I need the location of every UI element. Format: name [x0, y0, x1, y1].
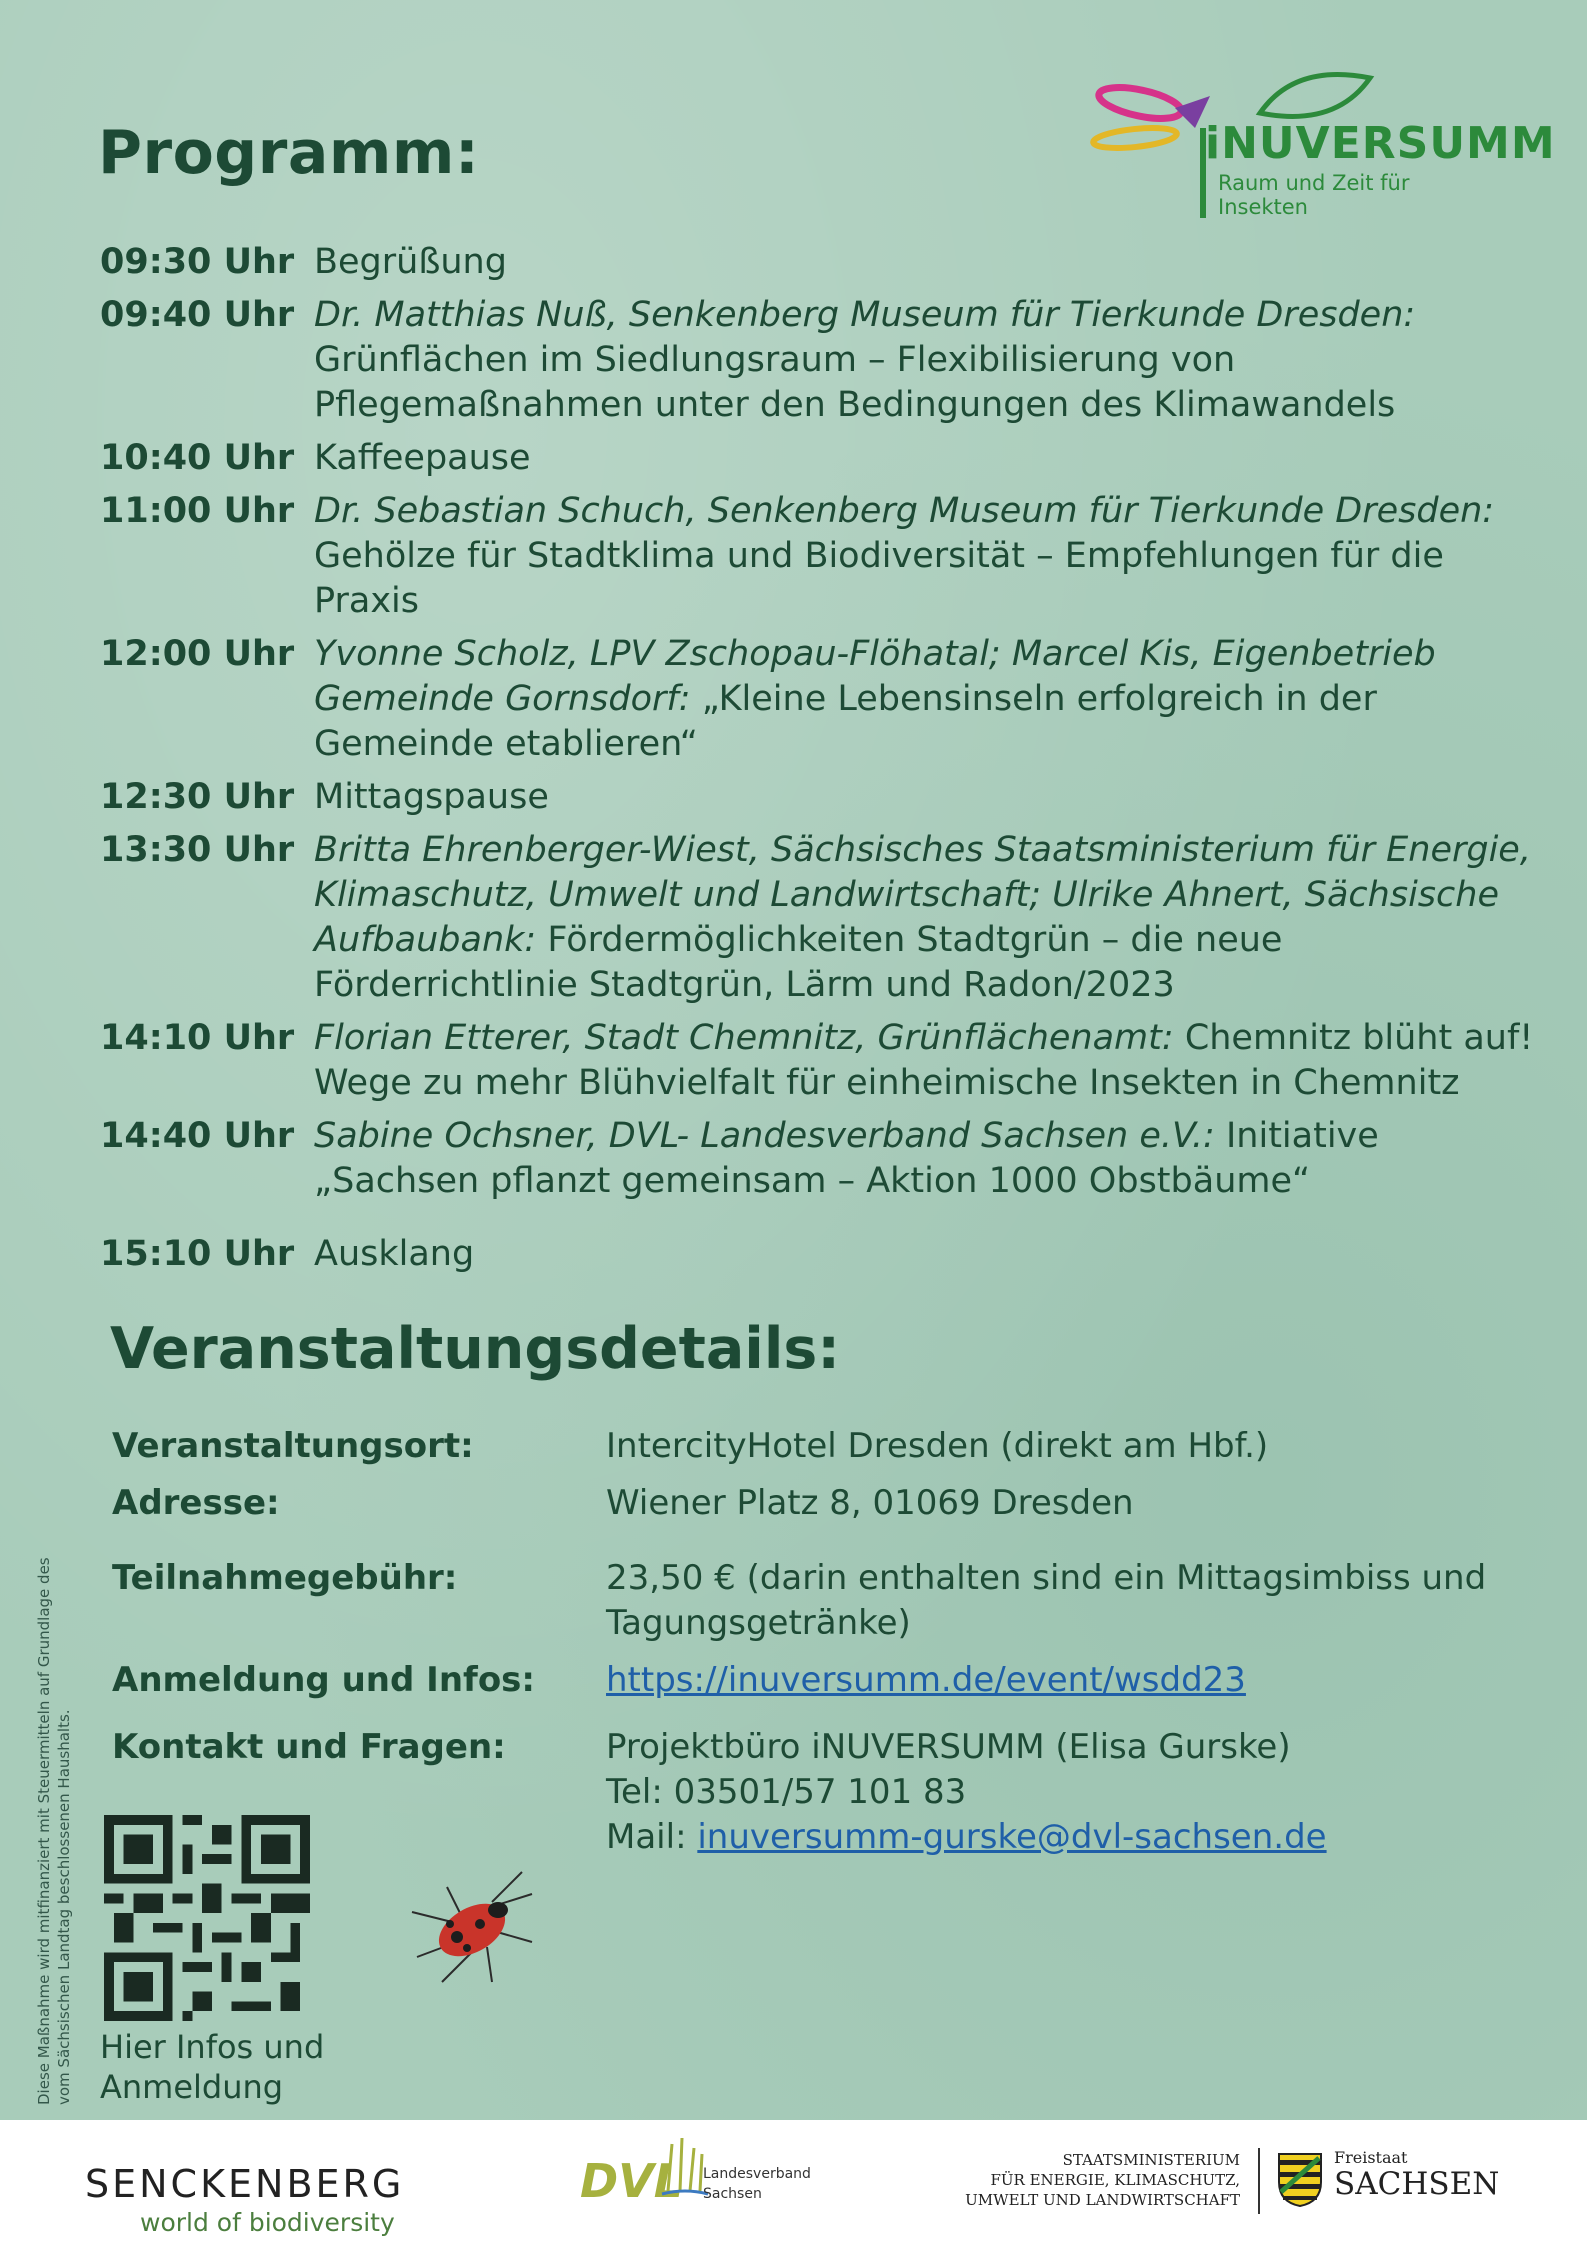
program-entry: [314, 632, 1540, 767]
qr-code-icon: [104, 1815, 310, 2021]
details-heading: Veranstaltungsdetails:: [110, 1316, 841, 1382]
event-details: [112, 1424, 1512, 1860]
program-time: 11:00 Uhr: [100, 491, 295, 531]
registration-qr-code[interactable]: [104, 1815, 310, 2021]
venue-label: Veranstaltungsort:: [112, 1426, 474, 1466]
program-row: [100, 489, 1540, 624]
program-speaker: Dr. Sebastian Schuch, Senkenberg Museum für Tierkunde Dresden:: [314, 491, 1495, 531]
freistaat-label: Freistaat: [1334, 2148, 1408, 2167]
contact-label: Kontakt und Fragen:: [112, 1727, 506, 1767]
ministry-line: FÜR ENERGIE, KLIMASCHUTZ,: [990, 2171, 1240, 2189]
program-entry: [314, 828, 1540, 1008]
program-title: Grünflächen im Siedlungsraum – Flexibilisierung von Pflegemaßnahmen unter den Bedingungen des Klimawandels: [314, 340, 1396, 425]
ministry-line: STAATSMINISTERIUM: [1062, 2151, 1240, 2169]
program-row: [100, 436, 1540, 481]
program-entry: [314, 293, 1540, 428]
contact-mail-prefix: Mail:: [606, 1817, 698, 1857]
venue-value: IntercityHotel Dresden (direkt am Hbf.): [606, 1426, 1269, 1466]
program-row: [100, 1114, 1540, 1204]
dvl-mark: DVL: [580, 2154, 684, 2208]
program-speaker: Britta Ehrenberger-Wiest, Sächsisches Staatsministerium für Energie, Klimaschutz, Umwelt und Landwirtschaft; Ulrike Ahnert, Sächsische Aufbaubank:: [314, 830, 1531, 960]
address-value: Wiener Platz 8, 01069 Dresden: [606, 1483, 1134, 1523]
fee-label: Teilnahmegebühr:: [112, 1558, 458, 1598]
contact-office: Projektbüro iNUVERSUMM (Elisa Gurske): [606, 1727, 1291, 1767]
registration-link[interactable]: https://inuversumm.de/event/wsdd23: [606, 1660, 1246, 1700]
contact-phone: Tel: 03501/57 101 83: [606, 1772, 967, 1812]
sachsen-label: SACHSEN: [1334, 2166, 1500, 2202]
saxony-crest-icon: [1277, 2152, 1323, 2207]
program-title: Initiative „Sachsen pflanzt gemeinsam – Aktion 1000 Obstbäume“: [314, 1116, 1379, 1201]
freistaat-sachsen: [1334, 2148, 1499, 2201]
insect-logo-icon: [1085, 68, 1215, 223]
dvl-sub-line: Sachsen: [703, 2186, 762, 2202]
funding-note: Diese Maßnahme wird mitfinanziert mit Steuermitteln auf Grundlage des vom Sächsischen Landtag beschlossenen Haushalts.: [35, 1557, 73, 2105]
firebug-icon: [372, 1862, 552, 2002]
program-time: 10:40 Uhr: [100, 438, 295, 478]
program-time: 12:00 Uhr: [100, 634, 295, 674]
fee-value: 23,50 € (darin enthalten sind ein Mittagsimbiss und Tagungsgetränke): [606, 1558, 1487, 1643]
contact-mail-link[interactable]: inuversumm-gurske@dvl-sachsen.de: [697, 1817, 1327, 1857]
program-title: Kaffeepause: [314, 438, 531, 478]
program-entry: [314, 775, 1540, 820]
inuversumm-logo: [1085, 68, 1556, 223]
dvl-sub-line: Landesverband: [703, 2166, 811, 2182]
program-time: 14:40 Uhr: [100, 1116, 295, 1156]
address-label: Adresse:: [112, 1483, 280, 1523]
ministry-line: UMWELT UND LANDWIRTSCHAFT: [965, 2191, 1240, 2209]
contact-value: [606, 1725, 1512, 1860]
program-row: [100, 293, 1540, 428]
program-title: Begrüßung: [314, 242, 507, 282]
footer-divider: [1258, 2148, 1260, 2214]
program-time: 09:30 Uhr: [100, 242, 295, 282]
senckenberg-tagline: world of biodiversity: [140, 2208, 395, 2237]
program-speaker: Sabine Ochsner, DVL- Landesverband Sachsen e.V.:: [314, 1116, 1215, 1156]
detail-row: [112, 1658, 1512, 1703]
detail-row: [112, 1481, 1512, 1526]
registration-label: Anmeldung und Infos:: [112, 1660, 536, 1700]
program-row: [100, 632, 1540, 767]
detail-row: [112, 1424, 1512, 1469]
program-entry: [314, 240, 1540, 285]
contact-mail-line: [606, 1815, 1512, 1860]
program-row: [100, 775, 1540, 820]
program-title: Chemnitz blüht auf! Wege zu mehr Blühvielfalt für einheimische Insekten in Chemnitz: [314, 1018, 1534, 1103]
program-entry: [314, 1016, 1540, 1106]
dvl-subtitle: [703, 2164, 811, 2204]
program-row: [100, 1232, 1540, 1277]
program-time: 14:10 Uhr: [100, 1018, 295, 1058]
program-time: 12:30 Uhr: [100, 777, 295, 817]
program-speaker: Dr. Matthias Nuß, Senkenberg Museum für Tierkunde Dresden:: [314, 295, 1416, 335]
senckenberg-logo: [85, 2162, 404, 2237]
ministry-name: [960, 2150, 1240, 2210]
program-title: Mittagspause: [314, 777, 549, 817]
program-row: [100, 828, 1540, 1008]
senckenberg-name: SENCKENBERG: [85, 2162, 405, 2206]
logo-name: iNUVERSUMM: [1205, 118, 1556, 169]
program-title: Gehölze für Stadtklima und Biodiversität – Empfehlungen für die Praxis: [314, 536, 1444, 621]
detail-row: [112, 1725, 1512, 1860]
program-time: 13:30 Uhr: [100, 830, 295, 870]
logo-tagline: Raum und Zeit für Insekten: [1218, 171, 1410, 219]
program-speaker: Yvonne Scholz, LPV Zschopau-Flöhatal; Marcel Kis, Eigenbetrieb Gemeinde Gornsdorf:: [314, 634, 1436, 719]
program-entry: [314, 489, 1540, 624]
program-entry: [314, 1114, 1540, 1204]
program-time: 09:40 Uhr: [100, 295, 295, 335]
sponsor-footer: [0, 2120, 1587, 2245]
program-title: Fördermöglichkeiten Stadtgrün – die neue Förderrichtlinie Stadtgrün, Lärm und Radon/2023: [314, 920, 1283, 1005]
program-entry: [314, 436, 1540, 481]
program-list: [100, 240, 1540, 1285]
program-title: Ausklang: [314, 1234, 475, 1274]
program-row: [100, 1016, 1540, 1106]
program-title: „Kleine Lebensinseln erfolgreich in der Gemeinde etablieren“: [314, 679, 1377, 764]
detail-row: [112, 1556, 1512, 1646]
qr-caption: Hier Infos und Anmeldung: [100, 2028, 325, 2106]
program-row: [100, 240, 1540, 285]
program-speaker: Florian Etterer, Stadt Chemnitz, Grünflächenamt:: [314, 1018, 1174, 1058]
registration-cell: [606, 1658, 1512, 1703]
program-time: 15:10 Uhr: [100, 1234, 295, 1274]
program-entry: [314, 1232, 1540, 1277]
dvl-logo: [580, 2136, 840, 2231]
program-heading: Programm:: [98, 118, 480, 188]
